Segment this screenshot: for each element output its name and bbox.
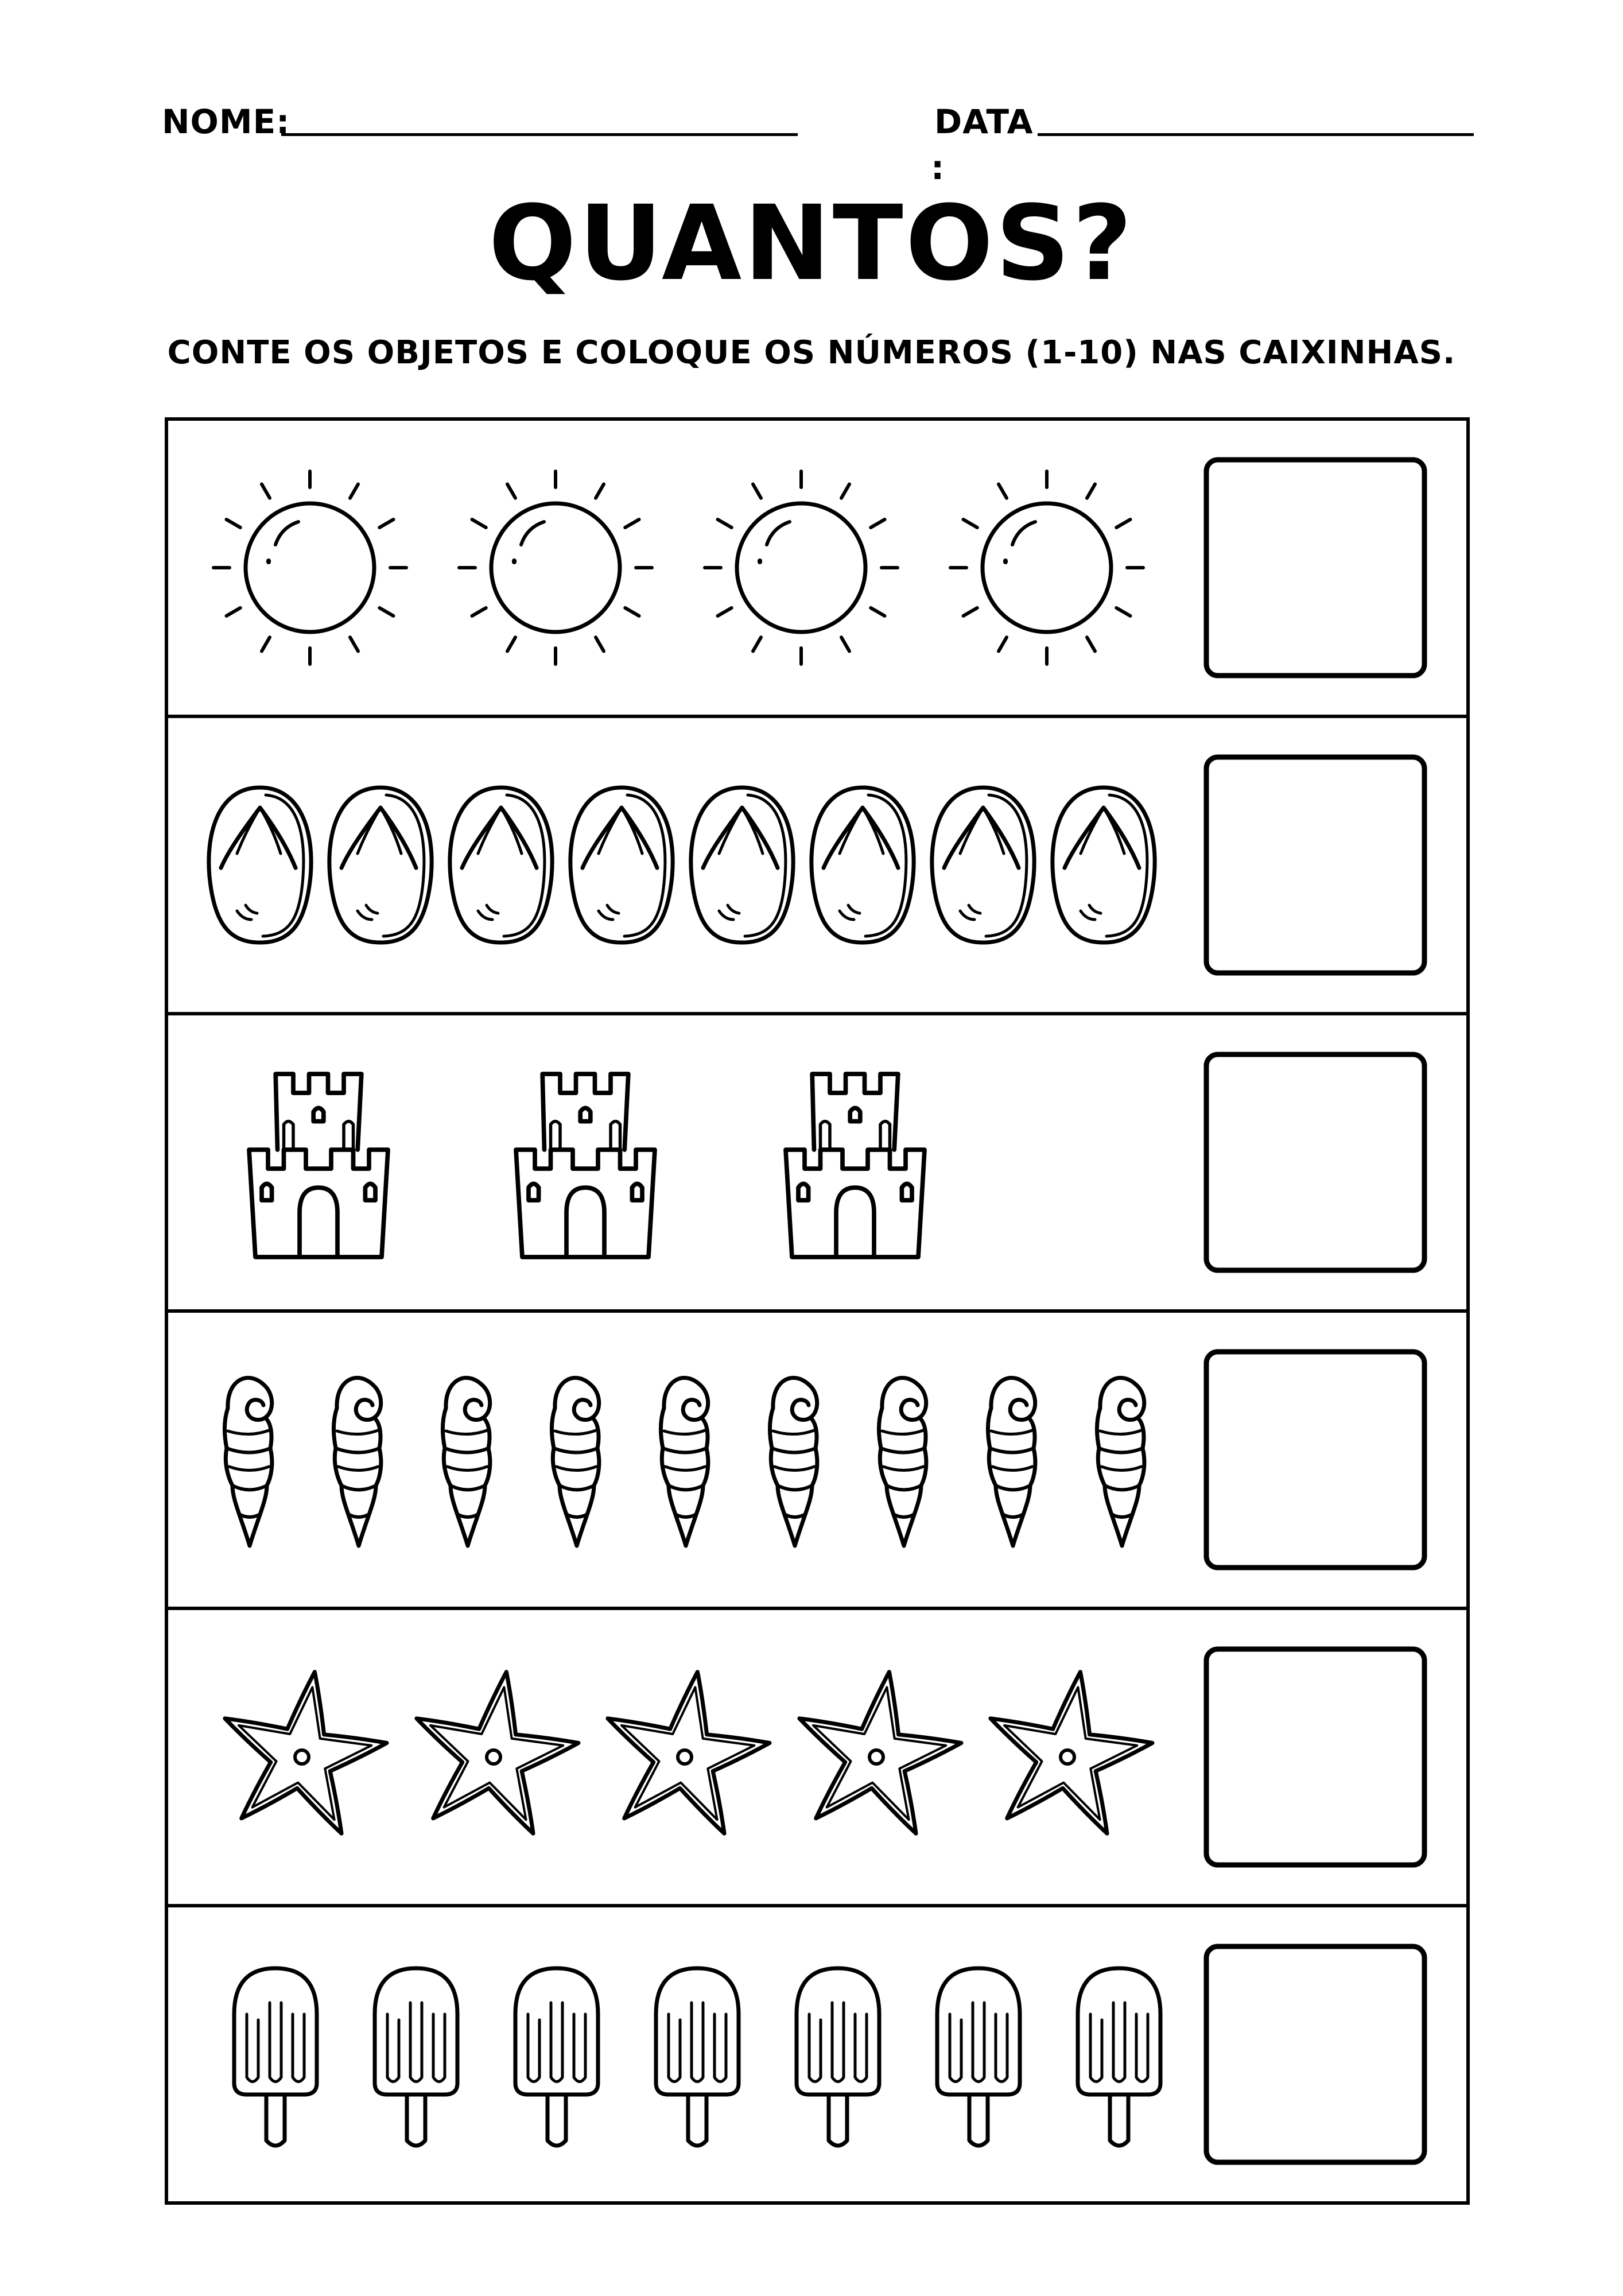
date-label: DATA — [934, 102, 1034, 141]
seashell-icon — [879, 1378, 926, 1546]
sandcastle-icon — [516, 1074, 655, 1257]
answer-box[interactable] — [1206, 460, 1424, 676]
sun-icon — [213, 471, 406, 664]
answer-box[interactable] — [1206, 1946, 1424, 2162]
flip-flop-icon — [329, 788, 432, 943]
popsicle-icon — [797, 1968, 879, 2146]
starfish-icon — [225, 1672, 387, 1834]
seashell-icon — [552, 1378, 599, 1546]
date-colon: : — [931, 148, 945, 187]
popsicle-icon — [234, 1968, 317, 2146]
popsicle-icon — [375, 1968, 457, 2146]
flip-flop-icon — [570, 788, 673, 943]
answer-box[interactable] — [1206, 757, 1424, 973]
popsicle-icon — [515, 1968, 598, 2146]
popsicle-icon — [1078, 1968, 1160, 2146]
answer-box[interactable] — [1206, 1649, 1424, 1865]
starfish-icon — [991, 1672, 1152, 1834]
seashell-icon — [442, 1378, 490, 1546]
answer-box[interactable] — [1206, 1352, 1424, 1568]
seashell-icon — [333, 1378, 381, 1546]
page-title: QUANTOS? — [488, 184, 1135, 304]
flip-flop-icon — [691, 788, 793, 943]
sandcastle-icon — [249, 1074, 388, 1257]
seashell-icon — [1097, 1378, 1144, 1546]
popsicle-icon — [656, 1968, 739, 2146]
name-label: NOME: — [162, 102, 290, 141]
sun-icon — [950, 471, 1143, 664]
starfish-icon — [417, 1672, 578, 1834]
flip-flop-icon — [1053, 788, 1155, 943]
sun-icon — [459, 471, 652, 664]
sun-icon — [705, 471, 898, 664]
starfish-icon — [799, 1672, 961, 1834]
instruction-text: CONTE OS OBJETOS E COLOQUE OS NÚMEROS (1-10) NAS CAIXINHAS. — [167, 334, 1456, 371]
seashell-icon — [661, 1378, 708, 1546]
popsicle-icon — [937, 1968, 1020, 2146]
flip-flop-icon — [450, 788, 552, 943]
answer-box[interactable] — [1206, 1054, 1424, 1270]
seashell-icon — [224, 1378, 272, 1546]
flip-flop-icon — [932, 788, 1034, 943]
starfish-icon — [608, 1672, 770, 1834]
seashell-icon — [770, 1378, 817, 1546]
flip-flop-icon — [209, 788, 311, 943]
sandcastle-icon — [786, 1074, 925, 1257]
seashell-icon — [988, 1378, 1035, 1546]
flip-flop-icon — [812, 788, 914, 943]
